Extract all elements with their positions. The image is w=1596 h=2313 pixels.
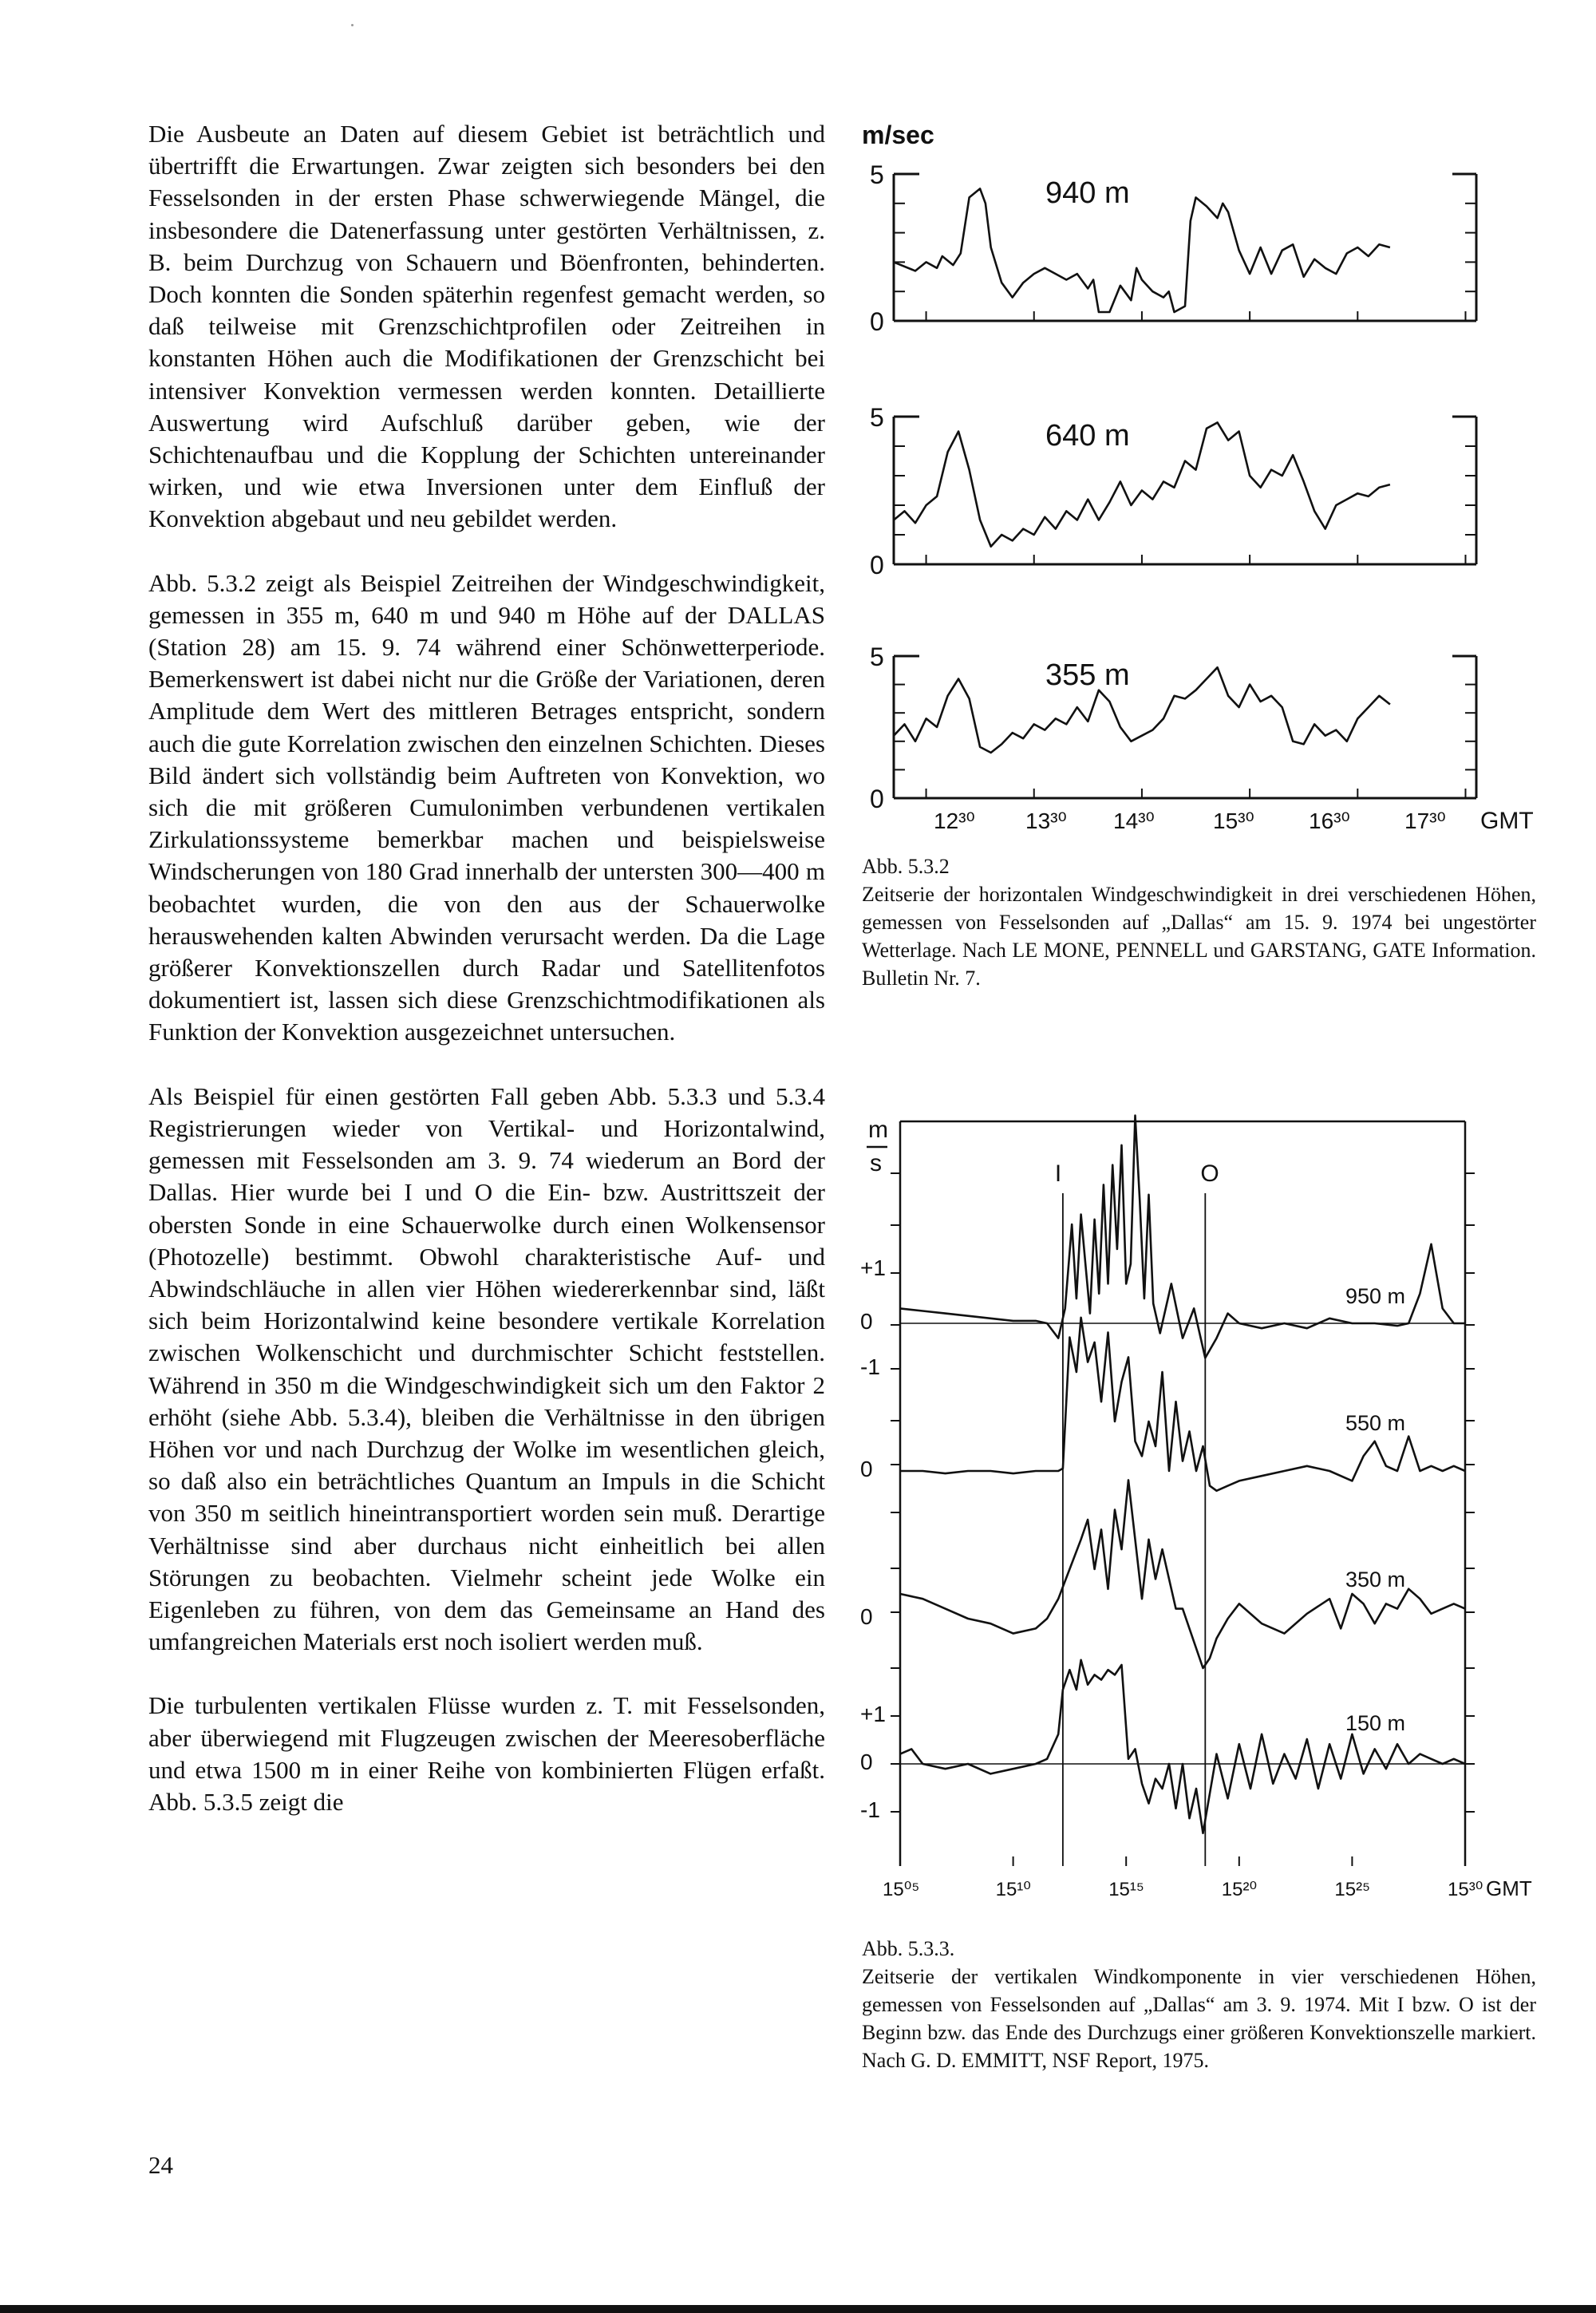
fig532-panel-1-series-line — [894, 188, 1390, 312]
fig533-unit-denominator: s — [870, 1150, 882, 1176]
paragraph-4: Die turbulenten vertikalen Flüsse wurden z. T. mit Fesselsonden, aber überwiegend mit Flugzeugen zwischen der Meeresoberfläche und etwa 1500 m in einer Reihe von kombinierten Flügen erfaßt. Abb. 5.3.5 zeigt die — [148, 1691, 825, 1816]
fig533-panel-4-height-label: 150 m — [1345, 1711, 1406, 1735]
fig533-unit-numerator: m — [868, 1117, 888, 1143]
fig533-panel-1-height-label: 950 m — [1345, 1284, 1406, 1308]
fig533-x-tick-label: 15¹⁰ — [995, 1879, 1031, 1900]
fig532-panel-2-y-top-label: 5 — [870, 403, 884, 432]
figure-533-caption — [862, 1935, 1536, 2074]
page-bottom-rule — [0, 2305, 1596, 2313]
fig533-panel-4-y-label: -1 — [860, 1797, 880, 1822]
fig532-panel-1-y-top-label: 5 — [870, 160, 884, 189]
paragraph-3: Als Beispiel für einen gestörten Fall geben Abb. 5.3.3 und 5.3.4 Registrierungen wieder von Vertikal- und Horizontalwind, gemessen mit Fesselsonden am 3. 9. 74 wiederum an Bord der Dallas. Hier wurde bei I und O die Ein- bzw. Austrittszeit der obersten Sonde in eine Schauerwolke durch einen Wolkensensor (Photozelle) bestimmt. Obwohl charakteristische Auf- und Abwindschläuche in allen vier Höhen wiedererkennbar sind, läßt sich beim Horizontalwind keine besondere vertikale Korrelation zwischen Wolkenschicht und durchmischter Schicht feststellen. Während in 350 m die Windgeschwindigkeit sich um den Faktor 2 erhöht (siehe Abb. 5.3.4), bleiben die Verhältnisse in den übrigen Höhen vor und nach Durchzug der Wolke im wesentlichen gleich, so daß also ein beträchtliches Quantum an Impuls in die Schicht von 350 m seitlich hineintransportiert worden sein muß. Derartige Verhältnisse sind aber durchaus nicht einheitlich bei allen Störungen zu beobachten. Vielmehr scheint jede Wolke ein Eigenleben zu führen, von dem das Gemeinsame an Hand des umfangreichen Materials erst noch isoliert werden muß. — [148, 1081, 825, 1656]
fig533-marker-label-1: I — [1054, 1160, 1062, 1187]
fig532-x-tick-label: 13³⁰ — [1025, 809, 1067, 833]
fig533-panel-4-series-line — [900, 1660, 1465, 1833]
figure-532-caption — [862, 852, 1536, 992]
fig533-x-tick-label: 15³⁰ — [1448, 1879, 1483, 1900]
paragraph-2: Abb. 5.3.2 zeigt als Beispiel Zeitreihen der Windgeschwindigkeit, gemessen in 355 m, 640 m und 940 m Höhe auf der DALLAS (Station 28) am 15. 9. 74 während einer Schönwetterperiode. Bemerkenswert ist dabei nicht nur die Größe der Variationen, deren Amplitude dem Wert des mittleren Betrages entspricht, sondern auch die gute Korrelation zwischen den einzelnen Schichten. Dieses Bild ändert sich vollständig beim Auftreten von Konvektion, wo sich die mit größeren Cumulonimben verbundenen vertikalen Zirkulationssysteme bemerkbar machen und beispielsweise Windscherungen von 180 Grad innerhalb der untersten 300—400 m beobachtet wurden, die von den aus der Schauerwolke herauswehenden kalten Abwinden verursacht werden. Da die Lage größerer Konvektionszellen durch Radar und Satellitenfotos dokumentiert ist, lassen sich diese Grenzschichtmodifikationen als Funktion der Konvektion ausgezeichnet untersuchen. — [148, 568, 825, 1046]
fig533-x-unit-label: GMT — [1486, 1876, 1532, 1900]
fig533-panel-1-y-label: +1 — [860, 1255, 886, 1280]
fig533-x-tick-label: 15⁰⁵ — [883, 1879, 920, 1900]
figure-532-caption-label: Abb. 5.3.2 — [862, 855, 950, 878]
fig533-panel-2-series-line — [900, 1318, 1465, 1491]
fig532-x-tick-label: 17³⁰ — [1404, 809, 1446, 833]
fig533-panel-4-y-label: +1 — [860, 1702, 886, 1726]
fig532-panel-1-height-label: 940 m — [1045, 176, 1130, 210]
figure-532-caption-text: Zeitserie der horizontalen Windgeschwindigkeit in drei verschiedenen Höhen, gemessen von Fesselsonden auf „Dallas“ am 15. 9. 1974 bei ungestörter Wetterlage. Nach LE MONE, PENNELL und GARSTANG, GATE Information. Bulletin Nr. 7. — [862, 883, 1536, 990]
page-number: 24 — [148, 2151, 173, 2179]
fig533-panel-1-y-label: -1 — [860, 1354, 880, 1379]
fig532-x-unit-label: GMT — [1480, 808, 1534, 834]
fig532-panel-3-height-label: 355 m — [1045, 658, 1130, 692]
fig533-panel-3-height-label: 350 m — [1345, 1568, 1406, 1591]
fig532-panel-3-y-top-label: 5 — [870, 642, 884, 671]
fig533-panel-2-y-label: 0 — [860, 1457, 873, 1481]
fig532-panel-3-y-zero-label: 0 — [870, 785, 884, 813]
fig533-panel-2-height-label: 550 m — [1345, 1411, 1406, 1435]
fig533-x-tick-label: 15²⁰ — [1221, 1879, 1258, 1900]
figure-533-caption-text: Zeitserie der vertikalen Windkomponente in vier verschiedenen Höhen, gemessen von Fesselsonden auf „Dallas“ am 3. 9. 1974. Mit I bzw. O ist der Beginn bzw. das Ende des Durchzugs einer größeren Konvektionszelle markiert. Nach G. D. EMMITT, NSF Report, 1975. — [862, 1965, 1536, 2072]
fig532-panel-2-series-line — [894, 422, 1390, 546]
paragraph-1: Die Ausbeute an Daten auf diesem Gebiet ist beträchtlich und übertrifft die Erwartungen. Zwar zeigten sich besonders bei den Fesselsonden in der ersten Phase schwerwiegende Mängel, die insbesondere die Datenerfassung unter gestörten Verhältnissen, z. B. beim Durchzug von Schauern und Böenfronten, behinderten. Doch konnten die Sonden späterhin regenfest gemacht werden, so daß teilweise mit Grenzschichtprofilen oder Zeitreihen in konstanten Höhen auch die Modifikationen der Grenzschicht bei intensiver Konvektion vermessen werden konnten. Detaillierte Auswertung wird Aufschluß darüber geben, wie der Schichtenaufbau und die Kopplung der Schichten untereinander wirken, und wie etwa Inversionen unter dem Einfluß der Konvektion abgebaut und neu gebildet werden. — [148, 120, 825, 533]
fig532-y-unit-label: m/sec — [862, 121, 934, 149]
fig533-x-tick-label: 15¹⁵ — [1108, 1879, 1144, 1900]
figure-533-caption-label: Abb. 5.3.3. — [862, 1937, 955, 1960]
fig532-panel-2-y-zero-label: 0 — [870, 551, 884, 579]
fig532-panel-2-height-label: 640 m — [1045, 419, 1130, 453]
fig533-marker-label-2: O — [1200, 1160, 1219, 1187]
fig533-panel-3-y-label: 0 — [860, 1604, 873, 1629]
fig532-x-tick-label: 15³⁰ — [1213, 809, 1254, 833]
fig532-panel-3-series-line — [894, 667, 1390, 753]
fig532-panel-1-y-zero-label: 0 — [870, 307, 884, 336]
fig532-x-tick-label: 12³⁰ — [934, 809, 975, 833]
fig533-x-tick-label: 15²⁵ — [1334, 1879, 1371, 1900]
fig533-panel-1-y-label: 0 — [860, 1309, 873, 1334]
fig532-x-tick-label: 14³⁰ — [1113, 809, 1155, 833]
fig533-panel-4-y-label: 0 — [860, 1750, 873, 1774]
fig533-panel-1-series-line — [900, 1116, 1465, 1358]
fig532-x-tick-label: 16³⁰ — [1309, 809, 1350, 833]
